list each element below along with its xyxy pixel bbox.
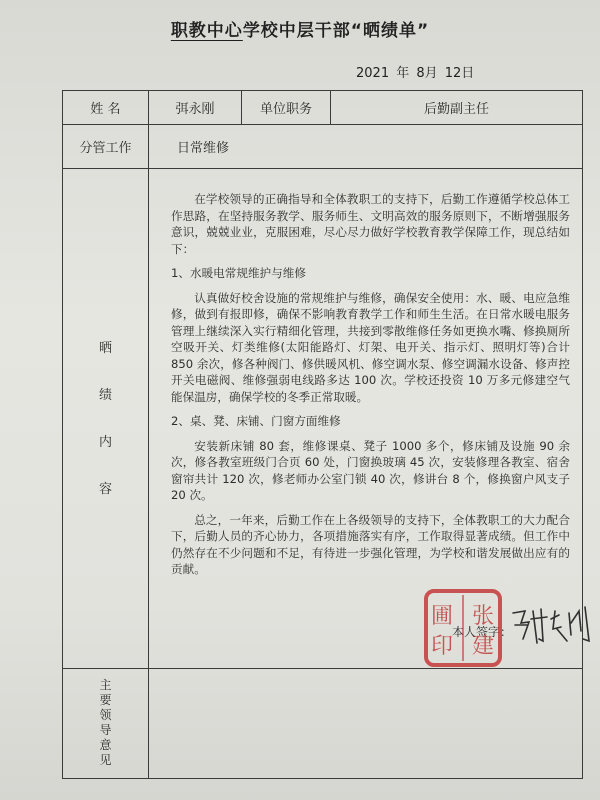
signature-label: 本人签字： — [452, 625, 513, 639]
content-label — [63, 169, 149, 669]
position-value: 后勤副主任 — [331, 91, 583, 125]
leader-label-char: 见 — [99, 752, 112, 767]
leader-label-char: 主 — [99, 677, 112, 692]
content-label-char: 容 — [98, 481, 112, 497]
svg-text:印: 印 — [430, 634, 454, 659]
leader-label-char: 领 — [99, 707, 112, 722]
content-body — [149, 169, 583, 669]
leader-opinion-label — [63, 669, 149, 779]
position-label: 单位职务 — [242, 91, 331, 125]
content-label-char: 晒 — [98, 340, 112, 356]
intro-paragraph: 在学校领导的正确指导和全体教职工的支持下，后勤工作遵循学校总体工作思路，在坚持服务教学、服务师生、文明高效的服务原则下，不断增强服务意识，兢兢业业，克服困难，尽心尽力做好学校教育教学保障工作，现总结如下： — [171, 192, 570, 256]
title-main: 学校中层干部“晒绩单” — [242, 21, 430, 41]
svg-text:建: 建 — [471, 634, 495, 659]
section-paragraph-1: 认真做好校舍设施的常规维护与维修，确保安全使用：水、暖、电应急维修，做到有报即修，确保不影响教育教学工作和师生生活。在日常水暖电服务管理上继续深入实行精细化管理，共接到零散维修任务如更换水嘴、修换厕所空吸开关、灯类维修(太阳能路灯、灯架、电开关、指示灯、照明灯等)合计 850 余次，修各种阀门、修供暖风机、修空调水泵、修空调漏水设备、修声控开关电磁阀、维修强弱电线路多达 100 次。学校还投资 10 万多元修建空气能保温房，确保学校的冬季正常取暖。 — [171, 290, 570, 404]
page-title — [0, 16, 600, 41]
leader-opinion-field — [149, 669, 583, 779]
report-form — [62, 90, 583, 779]
duty-value: 日常维修 — [149, 125, 583, 169]
leader-label-char: 要 — [99, 692, 112, 707]
date: 2021 年 8月 12日 — [356, 66, 475, 81]
leader-label-char: 导 — [99, 722, 112, 737]
summary-paragraph: 总之，一年来，后勤工作在上各级领导的支持下，全体教职工的大力配合下，后勤人员的齐心协力，各项措施落实有序，工作取得显著成绩。但工作中仍然存在不少问题和不足，有待进一步强化管理，为学校和谐发展做出应有的贡献。 — [171, 512, 570, 576]
svg-text:圃: 圃 — [430, 604, 454, 629]
svg-text:张: 张 — [471, 604, 495, 629]
seal-stamp — [420, 585, 506, 671]
handwritten-signature — [509, 599, 599, 649]
name-value: 弭永刚 — [149, 91, 242, 125]
content-label-char: 绩 — [98, 387, 112, 403]
section-paragraph-2: 安装新床铺 80 套，维修课桌、凳子 1000 多个，修床铺及设施 90 余次，修各教室班级门合页 60 处，门窗换玻璃 45 次，安装修理各教室、宿舍窗帘共计 120 次，修老师办公室门锁 40 次，修讲台 8 个，修换窗户风支子 20 次。 — [171, 438, 570, 502]
duty-label: 分管工作 — [63, 125, 149, 169]
name-label: 姓 名 — [63, 91, 149, 125]
content-label-char: 内 — [98, 434, 112, 450]
leader-label-char: 意 — [99, 737, 112, 752]
section-heading-2: 2、桌、凳、床铺、门窗方面维修 — [171, 414, 341, 428]
section-heading-1: 1、水暖电常规维护与维修 — [171, 266, 306, 280]
title-prefix: 职教中心 — [170, 21, 243, 41]
